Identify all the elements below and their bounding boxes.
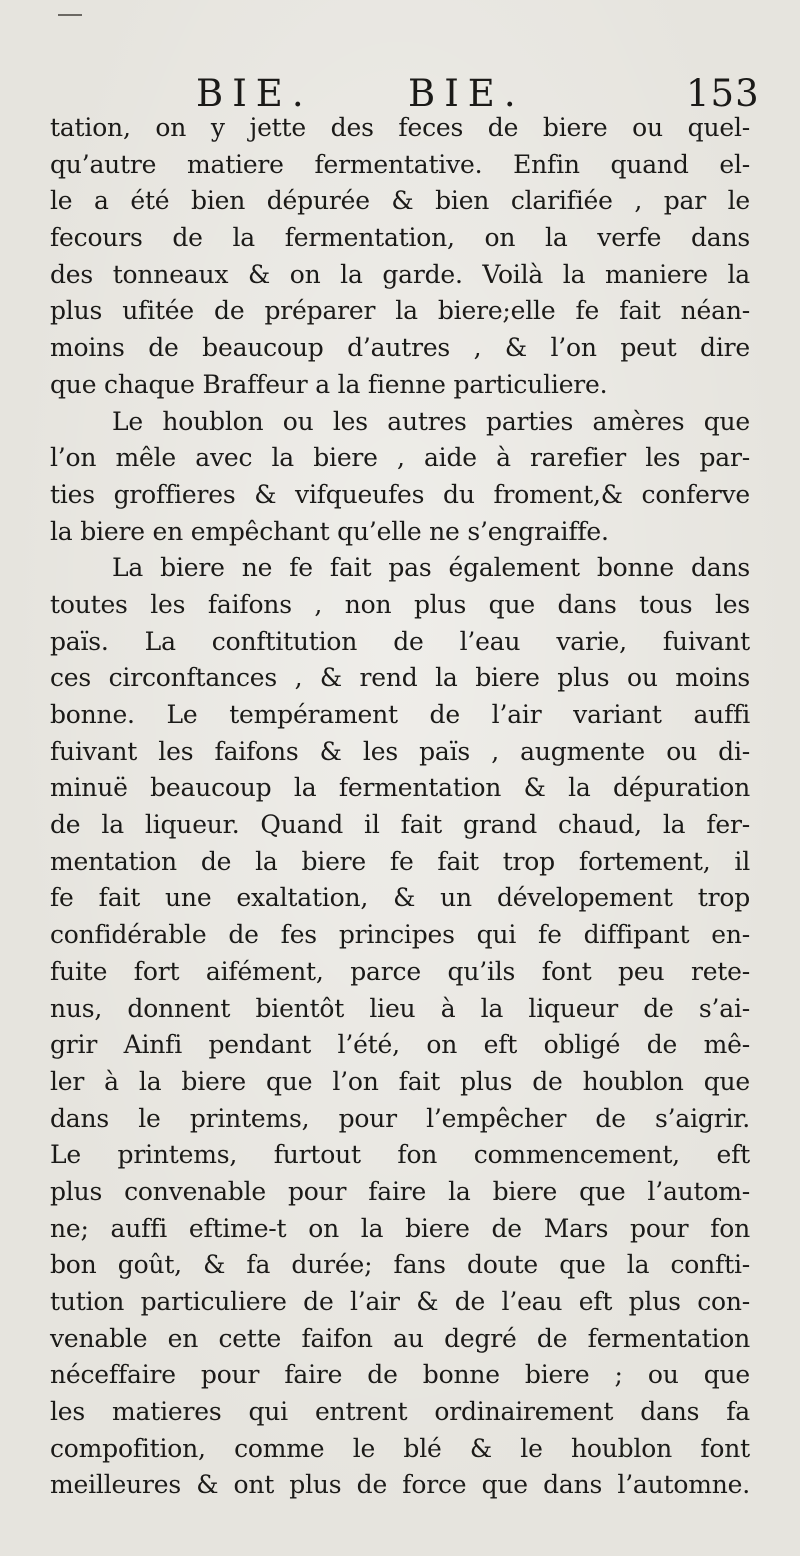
page-number: 153	[686, 72, 760, 115]
text-line: bonne. Le tempérament de l’air variant auffi	[50, 700, 750, 729]
text-line: qu’autre matiere fermentative. Enfin quand el-	[50, 149, 750, 179]
text-line: Le houblon ou les autres parties amères que	[112, 406, 750, 436]
text-line: grir Ainfi pendant l’été, on eft obligé de mê-	[50, 1030, 750, 1060]
header-left-word: BIE.	[196, 72, 313, 115]
text-line: compofition, comme le blé & le houblon font	[50, 1433, 750, 1463]
paragraph	[50, 110, 750, 404]
paragraph	[50, 550, 750, 1504]
text-line: mentation de la biere fe fait trop fortement, il	[50, 846, 750, 876]
text-line: bon goût, & fa durée; fans doute que la confti-	[50, 1250, 750, 1280]
text-line: confidérable de fes principes qui fe diffipant en-	[50, 920, 750, 950]
text-line: l’on mêle avec la biere , aide à rarefier les par-	[50, 443, 750, 473]
text-line: païs. La conftitution de l’eau varie, fuivant	[50, 626, 750, 656]
text-line: fuite fort aifément, parce qu’ils font peu rete-	[50, 956, 750, 986]
text-line: ne; auffi eftime-t on la biere de Mars pour fon	[50, 1213, 750, 1243]
text-line: venable en cette faifon au degré de fermentation	[50, 1323, 750, 1353]
text-line: la biere en empêchant qu’elle ne s’engraiffe.	[50, 516, 609, 546]
text-line: des tonneaux & on la garde. Voilà la maniere la	[50, 259, 750, 289]
text-line: de la liqueur. Quand il fait grand chaud, la fer-	[50, 810, 750, 840]
text-line: dans le printems, pour l’empêcher de s’aigrir.	[50, 1103, 750, 1133]
text-line: moins de beaucoup d’autres , & l’on peut dire	[50, 333, 750, 363]
text-line: fuivant les faifons & les païs , augmente ou di-	[50, 736, 750, 766]
text-line: minuë beaucoup la fermentation & la dépuration	[50, 773, 750, 803]
text-line: tation, on y jette des feces de biere ou quel-	[50, 113, 750, 142]
text-line: le a été bien dépurée & bien clarifiée , par le	[50, 186, 750, 216]
text-line: plus ufitée de préparer la biere;elle fe fait néan-	[50, 296, 750, 326]
text-line: ces circonftances , & rend la biere plus ou moins	[50, 663, 750, 693]
top-rule	[58, 14, 82, 16]
header-right-word: BIE.	[408, 72, 525, 115]
text-line: toutes les faifons , non plus que dans tous les	[50, 589, 750, 619]
text-line: fe fait une exaltation, & un dévelopement trop	[50, 883, 750, 913]
text-line: que chaque Braffeur a la fienne particuliere.	[50, 369, 608, 399]
text-line: les matieres qui entrent ordinairement dans fa	[50, 1397, 750, 1427]
text-line: tution particuliere de l’air & de l’eau eft plus con-	[50, 1287, 750, 1316]
text-line: néceffaire pour faire de bonne biere ; ou que	[50, 1360, 750, 1390]
text-line: nus, donnent bientôt lieu à la liqueur de s’ai-	[50, 993, 750, 1023]
body-text	[50, 110, 750, 1504]
text-line: ler à la biere que l’on fait plus de houblon que	[50, 1066, 750, 1096]
text-line: La biere ne fe fait pas également bonne dans	[112, 553, 750, 583]
text-line: fecours de la fermentation, on la verfe dans	[50, 223, 750, 253]
text-line: ties groffieres & vifqueufes du froment,& conferve	[50, 479, 750, 509]
text-line: Le printems, furtout fon commencement, eft	[50, 1140, 750, 1170]
text-line: plus convenable pour faire la biere que l’autom-	[50, 1176, 750, 1206]
text-line: meilleures & ont plus de force que dans l’automne.	[50, 1470, 750, 1500]
paragraph	[50, 404, 750, 551]
